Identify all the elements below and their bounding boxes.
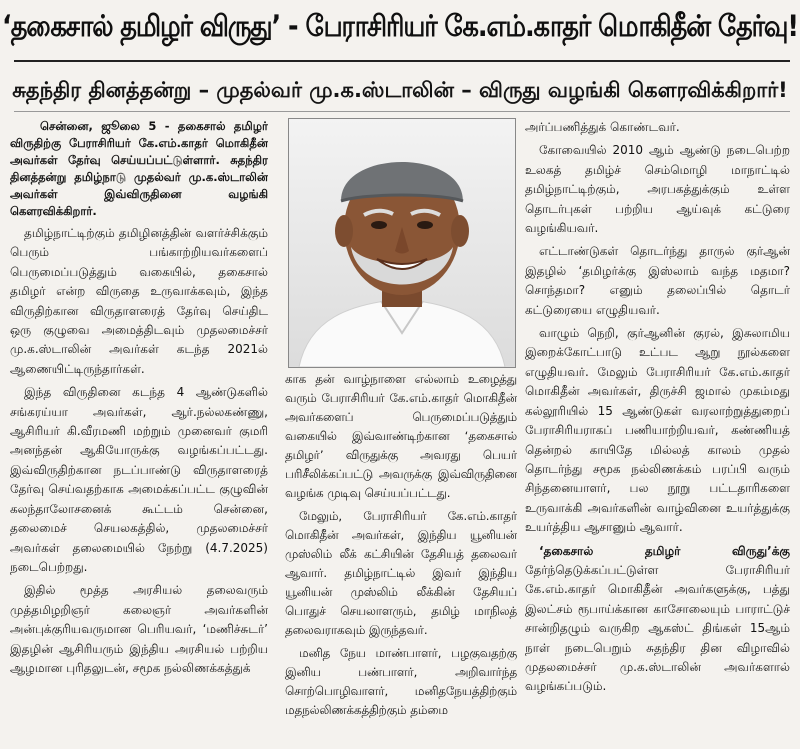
- award-text: தேர்ந்தெடுக்கப்பட்டுள்ள பேராசிரியர் கே.எம்.காதர் மொகிதீன் அவர்களுக்கு, பத்து இலட்சம் ரூபாய்க்கான காசோலையும் பாராட்டுச் சான்றிதழும் வருகிற ஆகஸ்ட் திங்கள் 15ஆம் நாள் நடைபெறும் சுதந்திர தின விழாவில் முதலமைச்சர் மு.க.ஸ்டாலின் அவர்களால் வழங்கப்படும்.: [525, 562, 790, 694]
- article-lead: [10, 118, 268, 220]
- paragraph: கோவையில் 2010 ஆம் ஆண்டு நடைபெற்ற உலகத் தமிழ்ச் செம்மொழி மாநாட்டில் தமிழ்நாட்டிற்கும், அரபகத்துக்கும் உள்ள தொடர்புகள் பற்றிய ஆய்வுக் கட்டுரை வழங்கியவர்.: [525, 143, 790, 236]
- headline-divider: [14, 60, 790, 62]
- article-column-2: [285, 370, 517, 746]
- paragraph: மனித நேய மாண்பாளர், பழகுவதற்கு இனிய பண்பாளர், அறிவார்ந்த சொற்பொழிவாளர், மனிதநேயத்திற்கும் மதநல்லிணக்கத்திற்கும் தம்மை: [285, 646, 517, 717]
- paragraph: இந்த விருதினை கடந்த 4 ஆண்டுகளில் சங்கரய்யா அவர்கள், ஆர்.நல்லகண்ணு, ஆசிரியர் கி.வீரமணி மற்றும் முனைவர் குமரி அனந்தன் ஆகியோருக்கு வழங்கப்பட்டது. இவ்விருதிற்கான நடப்பாண்டு விருதாளரைத் தேர்வு செய்வதற்காக அமைக்கப்பட்ட குழுவின் கலந்தாலோசனைக் கூட்டம் சென்னை, தலைமைச் செயலகத்தில், முதலமைச்சர் அவர்கள் தலைமையில் நேற்று (4.7.2025) நடைபெற்றது.: [10, 385, 268, 574]
- paragraph: தமிழ்நாட்டிற்கும் தமிழினத்தின் வளர்ச்சிக்கும் பெரும் பங்காற்றியவர்களைப் பெருமைப்படுத்தும் வகையில், தகைசால் தமிழர் என்ற விருதை உருவாக்கவும், இந்த விருதிற்கான விருதாளரைத் தேர்வு செய்திட ஒரு குழுவை அமைத்திடவும் முதலமைச்சர் மு.க.ஸ்டாலின் அவர்கள் கடந்த 2021ல் ஆணையிட்டிருந்தார்கள்.: [10, 226, 268, 376]
- paragraph: மேலும், பேராசிரியர் கே.எம்.காதர் மொகிதீன் அவர்கள், இந்திய யூனியன் முஸ்லிம் லீக் கட்சியின் தேசியத் தலைவர் ஆவார். தமிழ்நாட்டில் இவர் இந்திய யூனியன் முஸ்லிம் லீக்கின் தேசியப் பொதுச் செயலாளரும், தமிழ் மாநிலத் தலைவராகவும் இருந்தவர்.: [285, 509, 517, 637]
- paragraph-award: [525, 542, 790, 697]
- paragraph: எட்டாண்டுகள் தொடர்ந்து தாருல் குர்ஆன் இதழில் ‘தமிழர்க்கு இஸ்லாம் வந்த மதமா? சொந்தமா? எனும் தலைப்பில் தொடர் கட்டுரையை எழுதியவர்.: [525, 244, 790, 317]
- subheadline: சுதந்திர தினத்தன்று – முதல்வர் மு.க.ஸ்டாலின் – விருது வழங்கி கௌரவிக்கிறார்!: [12, 78, 788, 102]
- award-name: ‘தகைசால் தமிழர் விருது’க்கு: [539, 543, 790, 558]
- portrait-illustration: [289, 119, 515, 367]
- article-column-1: [10, 118, 268, 746]
- lead-text: தகைசால் தமிழர் விருதிற்கு பேராசிரியர் கே.எம்.காதர் மொகிதீன் அவர்கள் தேர்வு செய்யப்பட்டுள்ளார். சுதந்திர தினத்தன்று தமிழ்நாடு முதல்வர் மு.க.ஸ்டாலின் அவர்கள் இவ்விருதினை வழங்கி கௌரவிக்கிறார்.: [10, 119, 268, 218]
- portrait-photo: [288, 118, 516, 368]
- headline: ‘தகைசால் தமிழர் விருது’ - பேராசிரியர் கே.எம்.காதர் மொகிதீன் தேர்வு!: [2, 9, 798, 45]
- article-column-3: [525, 118, 790, 746]
- subheadline-divider: [14, 111, 790, 112]
- paragraph: வாழும் நெறி, குர்ஆனின் குரல், இசுலாமிய இறைக்கோட்பாடு உட்பட ஆறு நூல்களை எழுதியவர். மேலும் பேராசிரியர் கே.எம்.காதர் மொகிதீன் அவர்கள், திருச்சி ஜமால் முகம்மது கல்லூரியில் 15 ஆண்டுகள் வரலாற்றுத்துறைப் பேராசிரியராகப் பணியாற்றியவர், கண்ணியத் தென்றல் காயிதே மில்லத் காலம் முதல் தொடர்ந்து சமூக நல்லிணக்கம் பரப்பி வரும் சிந்தனையாளர், பல நூறு பட்டதாரிகளை உருவாக்கி அவர்களின் வாழ்வினை உயர்த்துக்கு உயர்த்திய ஆசானும் ஆவார்.: [525, 326, 790, 535]
- paragraph: இதில் மூத்த அரசியல் தலைவரும் முத்தமிழறிஞர் கலைஞர் அவர்களின் அன்புக்குரியவருமான பெரியவர், ‘மணிச்சுடர்’ இதழின் ஆசிரியரும் இந்திய அரசியல் பற்றிய ஆழமான புரிதலுடன், சமூக நல்லிணக்கத்துக்: [10, 583, 268, 675]
- paragraph: காக தன் வாழ்நாளை எல்லாம் உழைத்து வரும் பேராசிரியர் கே.எம்.காதர் மொகிதீன் அவர்களைப் பெருமைப்படுத்தும் வகையில் இவ்வாண்டிற்கான ‘தகைசால் தமிழர்’ விருதுக்கு அவரது பெயர் பரிசீலிக்கப்பட்டு அவருக்கு இவ்விருதினை வழங்க முடிவு செய்யப்பட்டது.: [285, 372, 517, 500]
- paragraph: அர்ப்பணித்துக் கொண்டவர்.: [525, 120, 680, 134]
- dateline: சென்னை, ஜூலை 5 -: [40, 119, 170, 133]
